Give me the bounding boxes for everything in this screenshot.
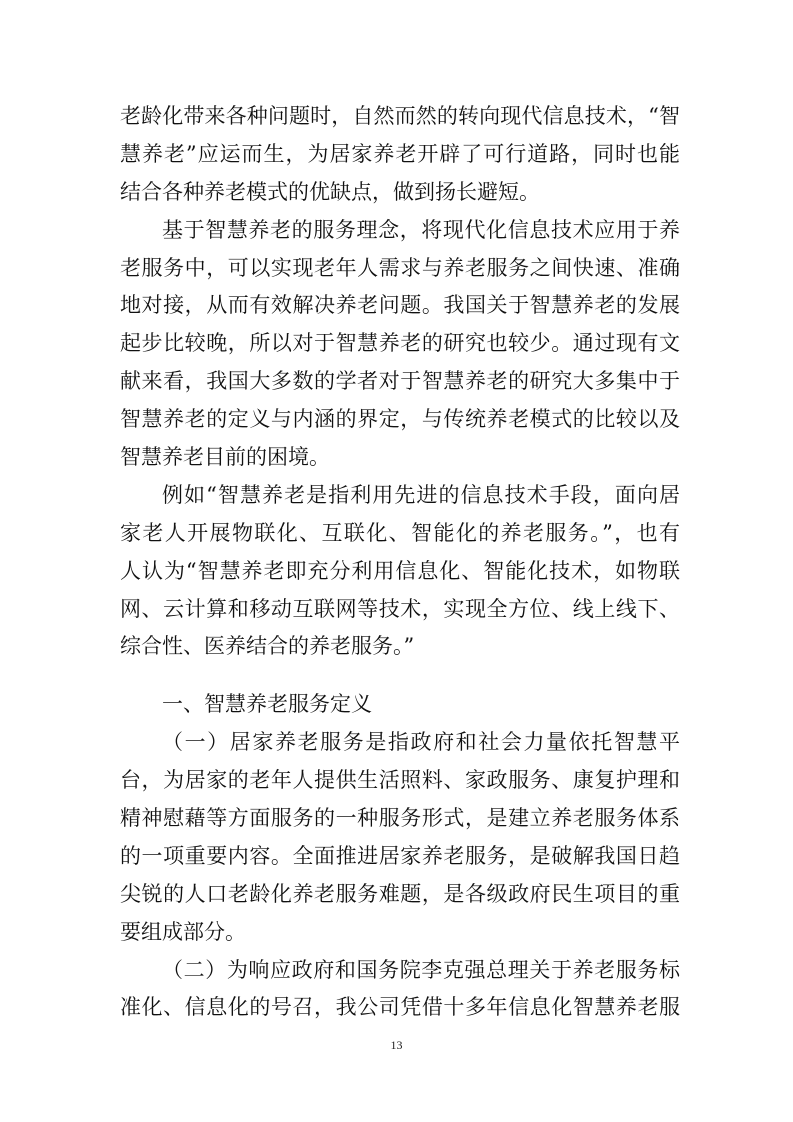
page-number: 13 xyxy=(390,1038,403,1052)
text-line: 智慧养老的定义与内涵的界定，与传统养老模式的比较以及 xyxy=(120,407,680,432)
text-line: 精神慰藉等方面服务的一种服务形式，是建立养老服务体系 xyxy=(120,806,680,831)
text-line: 老服务中，可以实现老年人需求与养老服务之间快速、准确 xyxy=(120,255,680,280)
text-line: 家老人开展物联化、互联化、智能化的养老服务。”，也有 xyxy=(120,520,680,545)
text-line: 人认为“智慧养老即充分利用信息化、智能化技术，如物联 xyxy=(120,558,680,583)
body-text xyxy=(120,98,680,1027)
text-line: 台，为居家的老年人提供生活照料、家政服务、康复护理和 xyxy=(120,768,680,793)
paragraph-3 xyxy=(120,477,680,666)
text-line: 基于智慧养老的服务理念，将现代化信息技术应用于养 xyxy=(162,217,680,242)
text-line: （二）为响应政府和国务院李克强总理关于养老服务标 xyxy=(162,957,680,982)
text-line: 智慧养老目前的困境。 xyxy=(120,445,330,470)
text-line: 献来看，我国大多数的学者对于智慧养老的研究大多集中于 xyxy=(120,369,680,394)
heading-text: 一、智慧养老服务定义 xyxy=(162,692,372,717)
text-line: 地对接，从而有效解决养老问题。我国关于智慧养老的发展 xyxy=(120,293,680,318)
paragraph-2 xyxy=(120,212,680,477)
text-line: （一）居家养老服务是指政府和社会力量依托智慧平 xyxy=(162,730,680,755)
paragraph-5 xyxy=(120,952,680,1028)
text-line: 例如“智慧养老是指利用先进的信息技术手段，面向居 xyxy=(162,482,680,507)
text-line: 综合性、医养结合的养老服务。” xyxy=(120,634,415,659)
text-line: 尖锐的人口老龄化养老服务难题，是各级政府民生项目的重 xyxy=(120,881,680,906)
paragraph-1 xyxy=(120,98,680,212)
text-line: 网、云计算和移动互联网等技术，实现全方位、线上线下、 xyxy=(120,596,680,621)
text-line: 准化、信息化的号召，我公司凭借十多年信息化智慧养老服 xyxy=(120,995,680,1020)
text-line: 要组成部分。 xyxy=(120,919,246,944)
text-line: 慧养老”应运而生，为居家养老开辟了可行道路，同时也能 xyxy=(120,141,680,166)
paragraph-4 xyxy=(120,724,680,951)
section-heading xyxy=(120,686,680,724)
text-line: 的一项重要内容。全面推进居家养老服务，是破解我国日趋 xyxy=(120,843,680,868)
text-line: 老龄化带来各种问题时，自然而然的转向现代信息技术，“智 xyxy=(120,104,680,128)
text-line: 结合各种养老模式的优缺点，做到扬长避短。 xyxy=(120,179,540,204)
section-gap xyxy=(120,666,680,686)
text-line: 起步比较晚，所以对于智慧养老的研究也较少。通过现有文 xyxy=(120,331,680,356)
